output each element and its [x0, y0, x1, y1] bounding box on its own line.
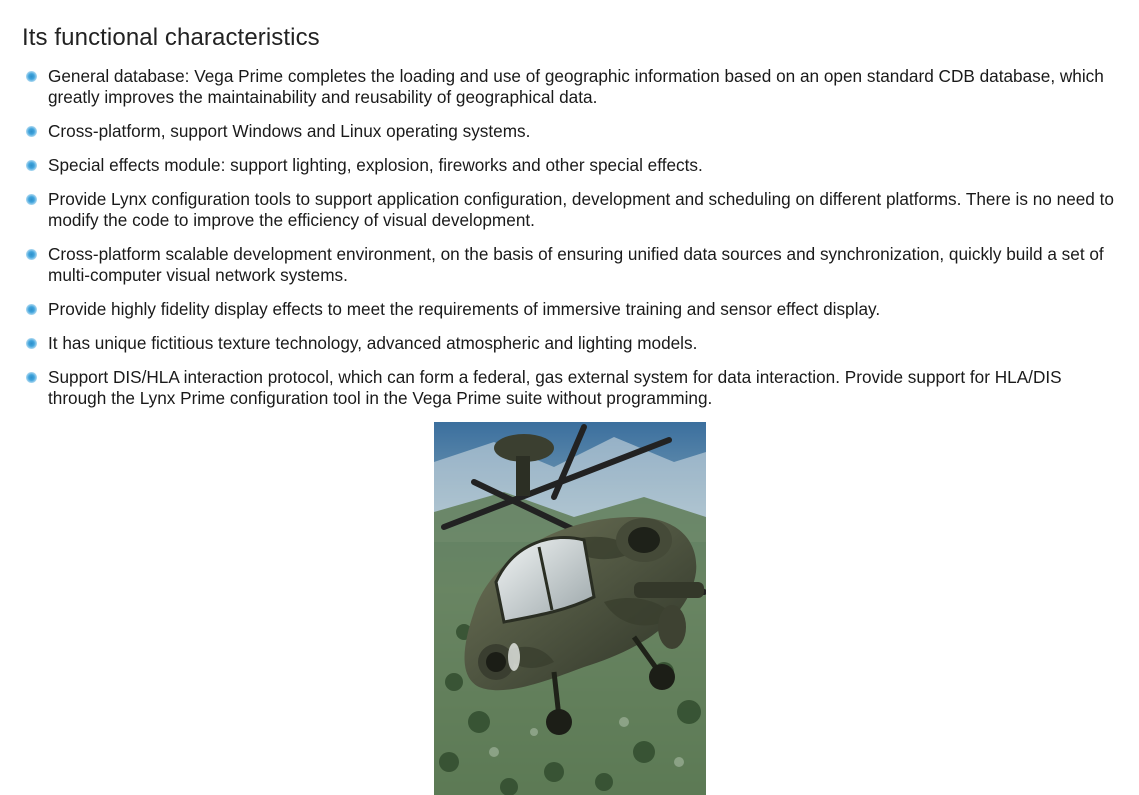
bullet-icon [26, 194, 37, 205]
feature-text: Cross-platform, support Windows and Linux operating systems. [48, 121, 531, 141]
feature-list [22, 66, 1122, 422]
helicopter-illustration [434, 422, 706, 795]
feature-item [22, 244, 1122, 286]
feature-text: Support DIS/HLA interaction protocol, which can form a federal, gas external system for data interaction. Provide support for HLA/DIS through the Lynx Prime configuration tool in the Vega Prime suite without programming. [48, 367, 1062, 408]
feature-text: Cross-platform scalable development environment, on the basis of ensuring unified data sources and synchronization, quickly build a set of multi-computer visual network systems. [48, 244, 1104, 285]
bullet-icon [26, 71, 37, 82]
feature-text: Provide Lynx configuration tools to support application configuration, development and scheduling on different platforms. There is no need to modify the code to improve the efficiency of visual development. [48, 189, 1114, 230]
bullet-icon [26, 249, 37, 260]
bullet-icon [26, 372, 37, 383]
page-title: Its functional characteristics [22, 24, 320, 51]
helicopter-image [434, 422, 706, 795]
bullet-icon [26, 304, 37, 315]
feature-text: It has unique fictitious texture technology, advanced atmospheric and lighting models. [48, 333, 698, 353]
feature-item [22, 121, 1122, 142]
bullet-icon [26, 338, 37, 349]
feature-item [22, 189, 1122, 231]
feature-item [22, 155, 1122, 176]
bullet-icon [26, 126, 37, 137]
feature-text: General database: Vega Prime completes the loading and use of geographic information based on an open standard CDB database, which greatly improves the maintainability and reusability of geographical data. [48, 66, 1104, 107]
feature-item [22, 299, 1122, 320]
feature-text: Special effects module: support lighting, explosion, fireworks and other special effects. [48, 155, 703, 175]
feature-item [22, 367, 1122, 409]
feature-item [22, 66, 1122, 108]
feature-item [22, 333, 1122, 354]
bullet-icon [26, 160, 37, 171]
feature-text: Provide highly fidelity display effects to meet the requirements of immersive training and sensor effect display. [48, 299, 881, 319]
